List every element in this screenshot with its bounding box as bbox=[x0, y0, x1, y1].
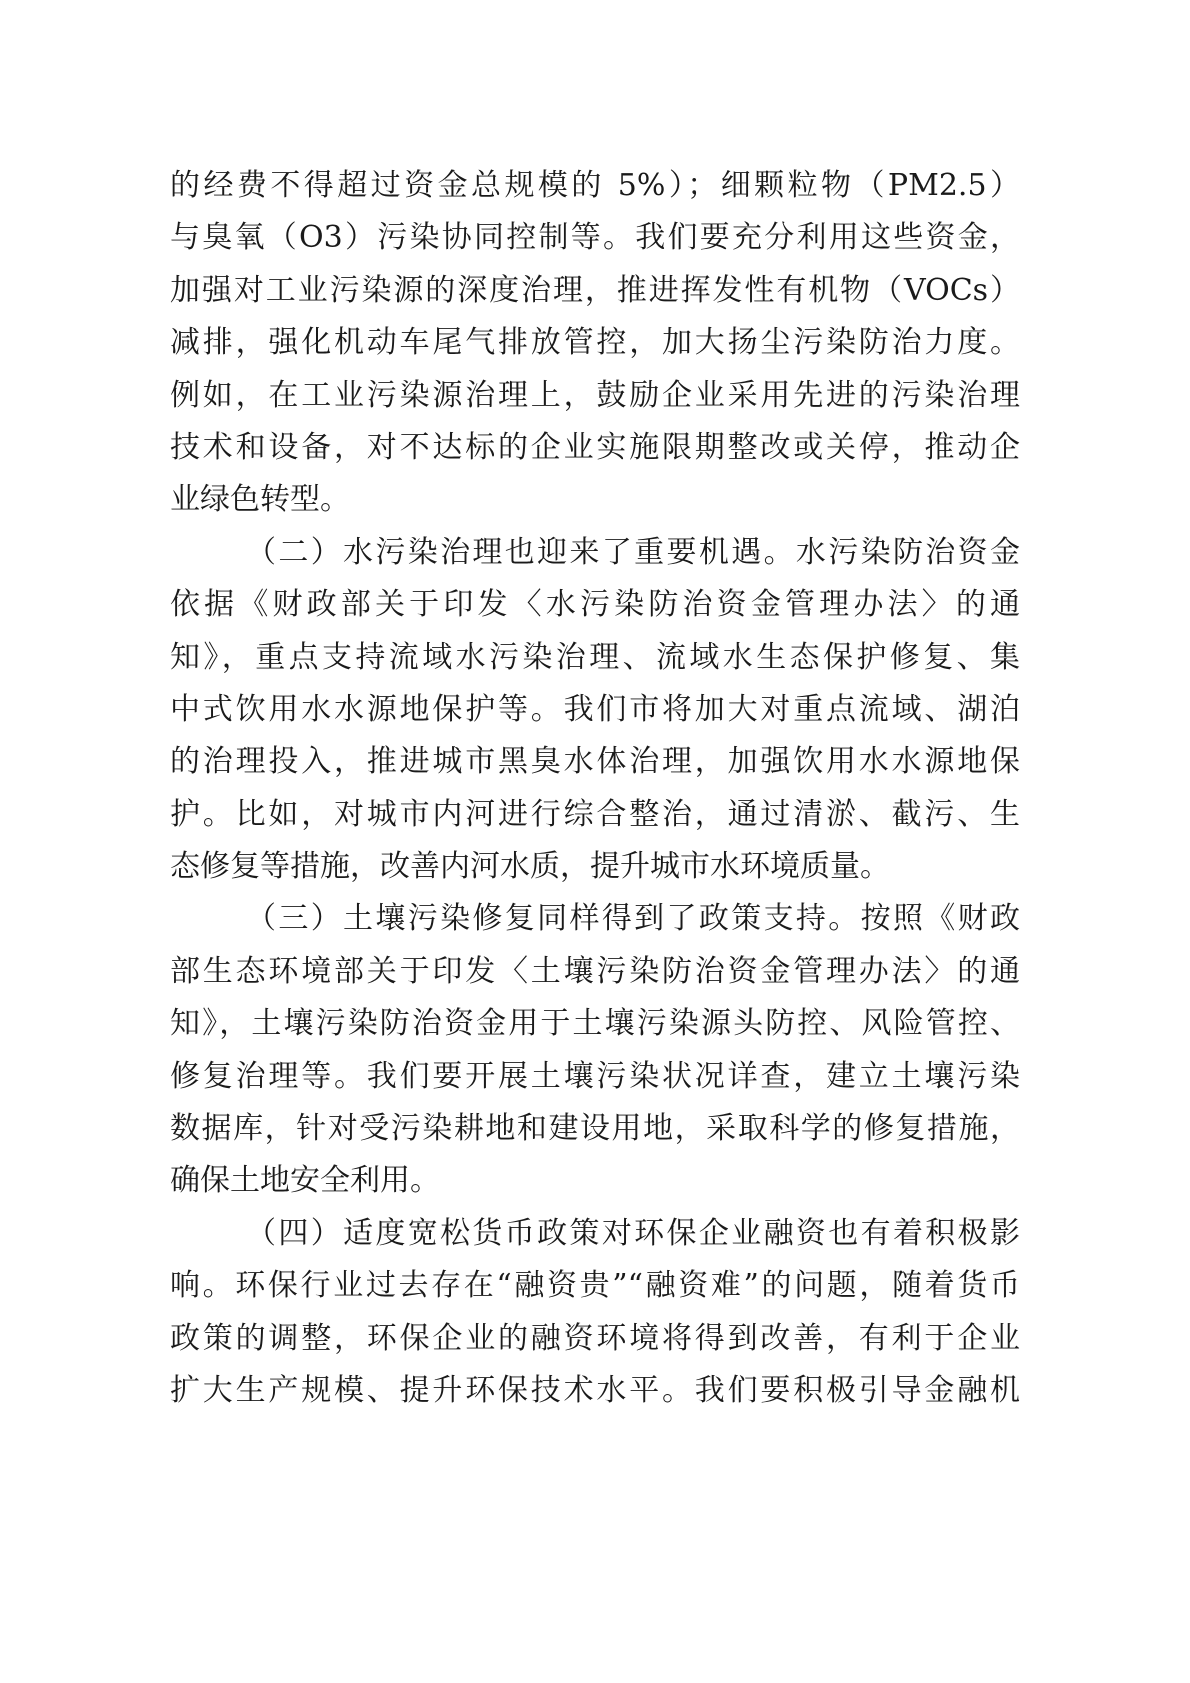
text-line: 响。环保行业过去存在“融资贵”“融资难”的问题，随着货币 bbox=[170, 1268, 1020, 1304]
document-body bbox=[170, 160, 1020, 1417]
text-line: 政策的调整，环保企业的融资环境将得到改善，有利于企业 bbox=[170, 1320, 1020, 1356]
text-line: 护。比如，对城市内河进行综合整治，通过清淤、截污、生 bbox=[170, 796, 1020, 832]
text-line: （四）适度宽松货币政策对环保企业融资也有着积极影 bbox=[246, 1215, 1020, 1251]
text-line: 数据库，针对受污染耕地和建设用地，采取科学的修复措施， bbox=[170, 1111, 1020, 1147]
paragraph-soil bbox=[170, 893, 1020, 1207]
text-line: （二）水污染治理也迎来了重要机遇。水污染防治资金 bbox=[246, 534, 1020, 570]
text-line: 部生态环境部关于印发〈土壤污染防治资金管理办法〉的通 bbox=[170, 953, 1020, 989]
text-line: 态修复等措施，改善内河水质，提升城市水环境质量。 bbox=[170, 849, 890, 885]
paragraph-finance bbox=[170, 1208, 1020, 1418]
text-line: 确保土地安全利用。 bbox=[170, 1163, 440, 1199]
text-line: 修复治理等。我们要开展土壤污染状况详查，建立土壤污染 bbox=[170, 1058, 1020, 1094]
text-line: 技术和设备，对不达标的企业实施限期整改或关停，推动企 bbox=[170, 429, 1020, 465]
text-line: 的经费不得超过资金总规模的 5%）；细颗粒物（PM2.5） bbox=[170, 168, 1020, 203]
text-line: 的治理投入，推进城市黑臭水体治理，加强饮用水水源地保 bbox=[170, 744, 1020, 780]
paragraph-water bbox=[170, 527, 1020, 894]
paragraph-continued bbox=[170, 160, 1020, 527]
text-line: 业绿色转型。 bbox=[170, 482, 350, 518]
text-line: 例如，在工业污染源治理上，鼓励企业采用先进的污染治理 bbox=[170, 377, 1020, 413]
text-line: （三）土壤污染修复同样得到了政策支持。按照《财政 bbox=[246, 901, 1020, 937]
text-line: 依据《财政部关于印发〈水污染防治资金管理办法〉的通 bbox=[170, 587, 1020, 623]
text-line: 知》，土壤污染防治资金用于土壤污染源头防控、风险管控、 bbox=[170, 1006, 1020, 1042]
text-line: 扩大生产规模、提升环保技术水平。我们要积极引导金融机 bbox=[170, 1372, 1020, 1408]
text-line: 中式饮用水水源地保护等。我们市将加大对重点流域、湖泊 bbox=[170, 691, 1020, 727]
text-line: 减排，强化机动车尾气排放管控，加大扬尘污染防治力度。 bbox=[170, 325, 1020, 361]
text-line: 加强对工业污染源的深度治理，推进挥发性有机物（VOCs） bbox=[170, 272, 1020, 308]
text-line: 知》，重点支持流域水污染治理、流域水生态保护修复、集 bbox=[170, 639, 1020, 675]
text-line: 与臭氧（O3）污染协同控制等。我们要充分利用这些资金， bbox=[170, 220, 1020, 256]
